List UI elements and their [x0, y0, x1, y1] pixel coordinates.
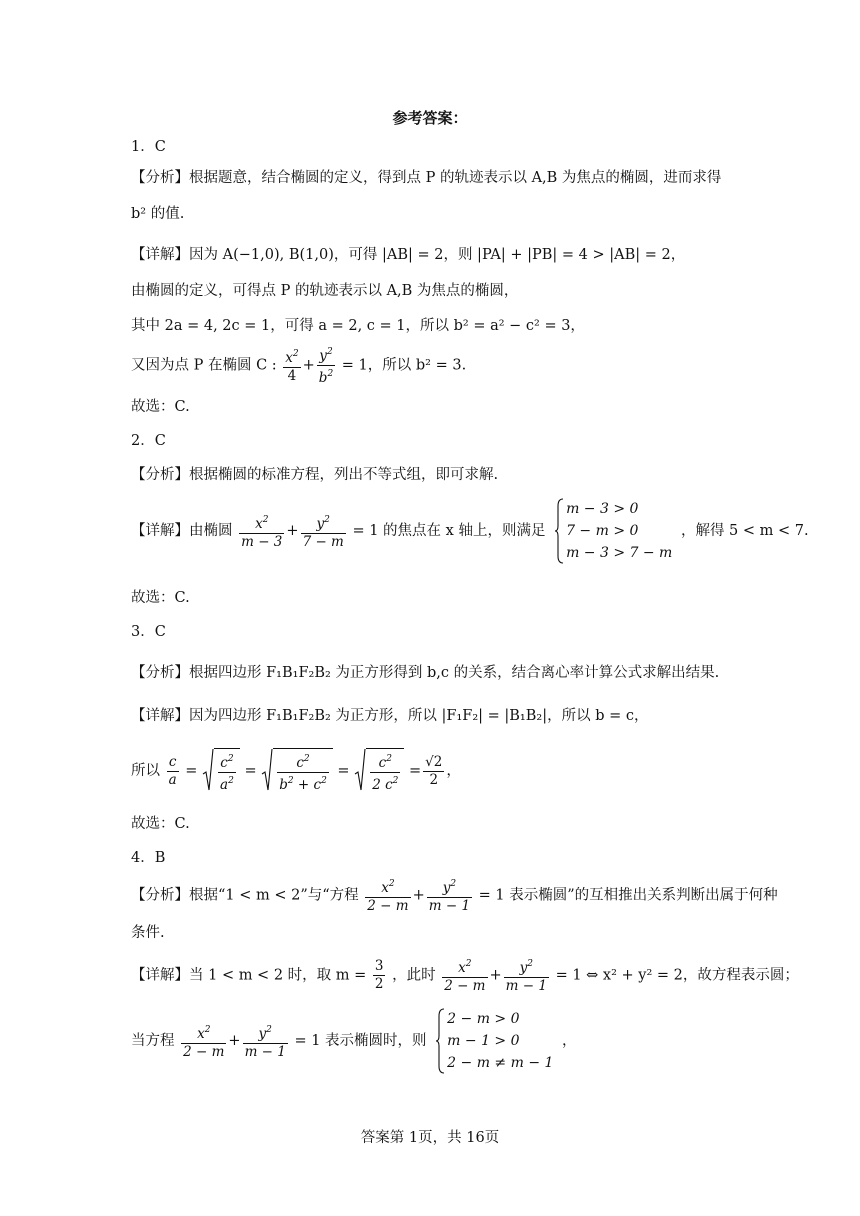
- q2-number: 2．C: [131, 433, 166, 449]
- q2-inequality-system: [554, 498, 672, 564]
- fraction-x2-over-4: $\frac{x^2}{4}$: [283, 346, 300, 385]
- left-brace-icon: [435, 1008, 445, 1074]
- fraction-y2-over-7-m: $\frac{y^2}{7 - m}$: [301, 512, 346, 551]
- q1-detail-4-post: = 1，所以 b² = 3.: [341, 357, 467, 374]
- q2-answer: 故选：C.: [131, 590, 190, 606]
- q4-analysis-post: = 1 表示椭圆”的互相推出关系判断出属于何种: [478, 887, 778, 904]
- q1-detail-3: 其中 2a = 4, 2c = 1，可得 a = 2, c = 1，所以 b² = a² − c² = 3，: [131, 318, 585, 334]
- fraction-y2-over-m-1-c: $\frac{y^2}{m - 1}$: [243, 1022, 288, 1061]
- q4-analysis: 【分析】根据“1 < m < 2”与“方程 $\frac{x^2}{2 - m}$ + $\frac{y^2}{m - 1}$ = 1 表示椭圆”的互相推出关系判断出属于何种: [131, 876, 778, 915]
- left-brace-icon: [554, 498, 564, 564]
- q4-detail-2: 当方程 $\frac{x^2}{2 - m}$ + $\frac{y^2}{m - 1}$ = 1 表示椭圆时，则 2 − m > 0 m − 1 > 0 2 − m ≠ m − 1 ，: [131, 1008, 577, 1074]
- q4-detail-2-mid: = 1 表示椭圆时，则: [294, 1033, 427, 1049]
- page-title: 参考答案：: [392, 109, 468, 127]
- q4-detail-2-post: ，: [562, 1033, 577, 1049]
- q1-analysis-cont: b² 的值.: [131, 206, 185, 222]
- q2-sys-row-1: m − 3 > 0: [566, 501, 639, 517]
- q3-number: 3．C: [131, 624, 166, 640]
- q3-detail-2-post: ，: [446, 763, 461, 779]
- q4-sys-row-2: m − 1 > 0: [447, 1033, 520, 1049]
- q1-number: 1．C: [131, 139, 166, 155]
- q4-sys-row-1: 2 − m > 0: [447, 1011, 520, 1027]
- q3-detail-1: 【详解】因为四边形 F₁B₁F₂B₂ 为正方形，所以 |F₁F₂| = |B₁B₂|，所以 b = c，: [131, 708, 649, 724]
- q3-analysis: 【分析】根据四边形 F₁B₁F₂B₂ 为正方形得到 b,c 的关系，结合离心率计算公式求解出结果.: [131, 665, 720, 681]
- q4-sys-row-3: 2 − m ≠ m − 1: [447, 1055, 554, 1071]
- q4-inequality-system: [435, 1008, 553, 1074]
- q1-answer: 故选：C.: [131, 399, 190, 415]
- q1-detail-1: 【详解】因为 A(−1,0), B(1,0)，可得 |AB| = 2，则 |PA| + |PB| = 4 > |AB| = 2，: [131, 247, 686, 263]
- fraction-c-over-a: $\frac{c}{a}$: [168, 753, 177, 788]
- q1-detail-4: 又因为点 P 在椭圆 C : $\frac{x^2}{4}$ + $\frac{y^2}{b^2}$ = 1，所以 b² = 3.: [131, 344, 466, 387]
- q4-number: 4．B: [131, 850, 166, 866]
- q2-sys-row-2: 7 − m > 0: [566, 523, 639, 539]
- q4-analysis-cont: 条件.: [131, 925, 165, 941]
- fraction-x2-over-2-m-b: $\frac{x^2}{2 - m}$: [442, 956, 487, 995]
- fraction-y2-over-m-1-b: $\frac{y^2}{m - 1}$: [504, 956, 549, 995]
- q4-detail-1-mid: ，此时: [392, 967, 436, 984]
- sqrt-c2-over-b2-plus-c2: $\frac{c^2}{b^2 + c^2}$: [261, 748, 333, 794]
- page-footer: 答案第 1页，共 16页: [360, 1130, 500, 1146]
- q4-detail-1-pre: 【详解】当 1 < m < 2 时，取 m =: [131, 967, 367, 984]
- q3-detail-2-pre: 所以: [131, 763, 160, 779]
- q1-analysis: 【分析】根据题意，结合椭圆的定义，得到点 P 的轨迹表示以 A,B 为焦点的椭圆，进而求得: [131, 170, 722, 186]
- q2-detail-mid: = 1 的焦点在 x 轴上，则满足: [352, 523, 546, 539]
- q4-analysis-pre: 【分析】根据“1 < m < 2”与“方程: [131, 887, 359, 904]
- q2-analysis: 【分析】根据椭圆的标准方程，列出不等式组，即可求解.: [131, 467, 499, 483]
- fraction-3-over-2: $\frac{3}{2}$: [374, 958, 384, 992]
- q2-detail: 【详解】由椭圆 $\frac{x^2}{m - 3}$ + $\frac{y^2}{7 - m}$ = 1 的焦点在 x 轴上，则满足 m − 3 > 0 7 − m > 0 m − 3 > 7 − m ，解得 5 < m < 7.: [131, 498, 809, 564]
- q2-detail-post: ，解得 5 < m < 7.: [680, 523, 809, 539]
- q4-detail-1-post: = 1 ⇔ x² + y² = 2，故方程表示圆；: [555, 967, 799, 984]
- fraction-y2-over-b2: $\frac{y^2}{b^2}$: [317, 344, 335, 387]
- sqrt-c2-over-a2: $\frac{c^2}{a^2}$: [202, 748, 240, 794]
- q2-sys-row-3: m − 3 > 7 − m: [566, 545, 673, 561]
- q2-detail-pre: 【详解】由椭圆: [131, 523, 233, 539]
- q4-detail-2-pre: 当方程: [131, 1033, 175, 1049]
- fraction-x2-over-2-m-c: $\frac{x^2}{2 - m}$: [181, 1022, 226, 1061]
- fraction-y2-over-m-1: $\frac{y^2}{m - 1}$: [427, 876, 472, 915]
- q3-detail-2: 所以 $\frac{c}{a}$ = $\frac{c^2}{a^2}$ = $\frac{c^2}{b^2 + c^2}$ = $\frac{c^2}{2 c^2}$ = $\frac{√2}{2}$ ，: [131, 748, 461, 794]
- q3-answer: 故选：C.: [131, 816, 190, 832]
- q4-detail-1: 【详解】当 1 < m < 2 时，取 m = $\frac{3}{2}$ ，此时 $\frac{x^2}{2 - m}$ + $\frac{y^2}{m - 1}$ = 1 ⇔ x² + y² = 2，故方程表示圆；: [131, 958, 799, 994]
- sqrt-c2-over-2c2: $\frac{c^2}{2 c^2}$: [354, 748, 404, 794]
- fraction-x2-over-m-3: $\frac{x^2}{m - 3}$: [239, 512, 284, 551]
- fraction-x2-over-2-m: $\frac{x^2}{2 - m}$: [365, 876, 410, 915]
- q1-detail-2: 由椭圆的定义，可得点 P 的轨迹表示以 A,B 为焦点的椭圆，: [131, 283, 519, 299]
- fraction-sqrt2-over-2: $\frac{√2}{2}$: [425, 753, 443, 788]
- q1-detail-4-pre: 又因为点 P 在椭圆 C :: [131, 357, 282, 374]
